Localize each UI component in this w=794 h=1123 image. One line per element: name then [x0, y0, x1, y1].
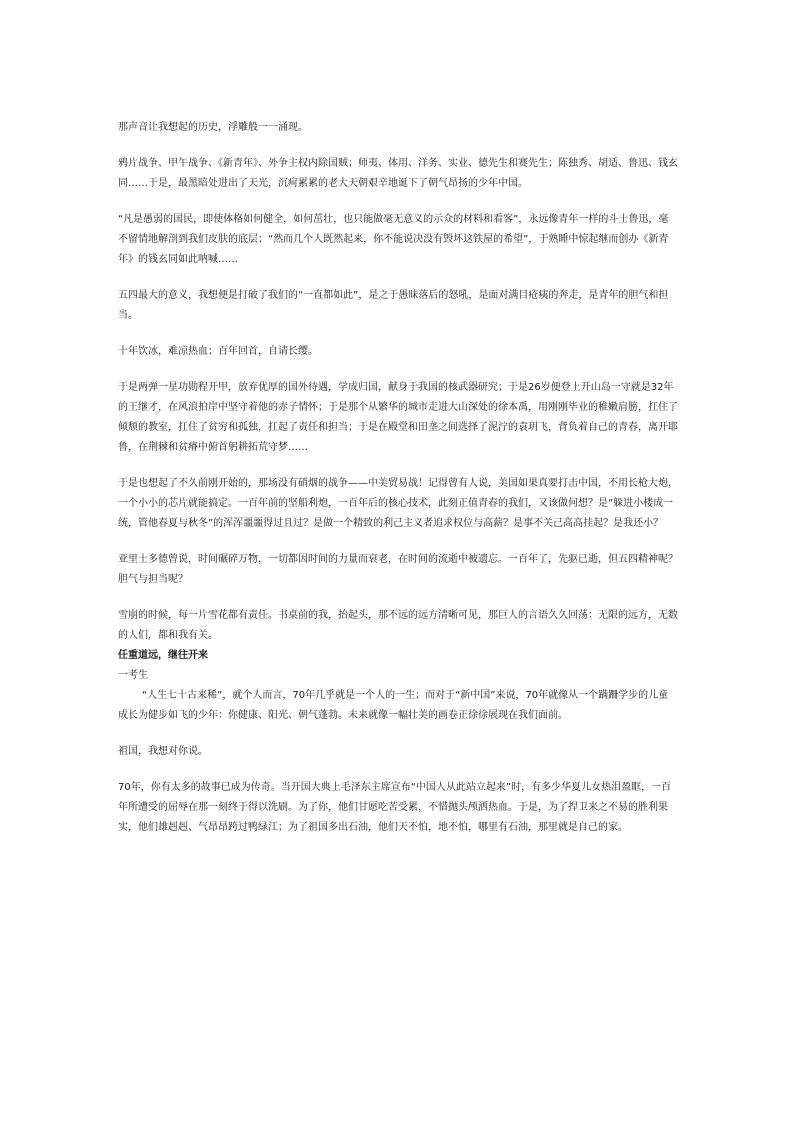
- essay2-title: 任重道远，继往开来: [118, 650, 208, 661]
- paragraph-7: 于是也想起了不久前刚开始的，那场没有硝烟的战争——中美贸易战！记得曾有人说，美国如果真要打击中国，不用长枪大炮，一个小小的芯片就能搞定。一百年前的坚船利炮，一百年后的核心技术，此刻正值青春的我们，又该做何想？是“躲进小楼成一统，管他春夏与秋冬”的浑浑噩噩得过且过？是做一个精致的利己主义者追求权位与高薪？是事不关己高高挂起？是我还小？: [118, 478, 678, 529]
- essay2-paragraph-2: 祖国，我想对你说。: [118, 746, 208, 757]
- paragraph-6: 于是两弹一星功勋程开甲，放弃优厚的国外待遇，学成归国，献身于我国的核武器研究；于是26岁便登上开山岛一守就是32年的王继才，在风浪拍岸中坚守着他的赤子情怀；于是那个从繁华的城市走进大山深处的徐本禹，用刚刚毕业的稚嫩肩膀，扛住了倾颓的教室，扛住了贫穷和孤独，扛起了责任和担当；于是在殿堂和田垄之间选择了泥泞的袁玥飞，背负着自己的青春，离开耶鲁，在荆棘和贫瘠中俯首躬耕拓荒守梦……: [118, 382, 678, 453]
- paragraph-9: 雪崩的时候，每一片雪花都有责任。书桌前的我，抬起头，那不远的远方清晰可见，那巨人的言语久久回荡：无限的远方，无数的人们，都和我有关。: [118, 610, 678, 641]
- paragraph-3: “凡是愚弱的国民，即使体格如何健全，如何茁壮，也只能做毫无意义的示众的材料和看客”，永远像青年一样的斗士鲁迅，毫不留情地解剖到我们皮肤的底层；“然而几个人既然起来，你不能说决没有毁坏这铁屋的希望”，于熟睡中惊起继而创办《新青年》的钱玄同如此呐喊……: [118, 214, 669, 265]
- paragraph-5: 十年饮冰，难凉热血；百年回首，自请长缨。: [118, 346, 318, 357]
- paragraph-1: 那声音让我想起的历史，浮雕般一一涌现。: [118, 122, 308, 133]
- essay2-author: 一考生: [118, 670, 148, 681]
- paragraph-4: 五四最大的意义，我想便是打破了我们的“一直都如此”，是之于愚昧落后的怒吼，是面对满目疮痍的奔走，是青年的胆气和担当。: [118, 290, 669, 321]
- document-page: [118, 118, 678, 854]
- paragraph-8: 亚里士多德曾说，时间碾碎万物，一切都因时间的力量而衰老，在时间的流逝中被遗忘。一百年了，先驱已逝，但五四精神呢？胆气与担当呢？: [118, 554, 678, 585]
- essay2-paragraph-1: “人生七十古来稀”，就个人而言，70年几乎就是一个人的一生；而对于“新中国”来说，70年就像从一个蹒跚学步的儿童成长为健步如飞的少年：你健康、阳光、朝气蓬勃。未来就像一幅壮美的画卷正徐徐展现在我们面前。: [118, 690, 669, 721]
- essay2-paragraph-3: 70年，你有太多的故事已成为传奇。当开国大典上毛泽东主席宣布“中国人从此站立起来”时，有多少华夏儿女热泪盈眶，一百年所遭受的屈辱在那一刻终于得以洗刷。为了你，他们甘愿吃苦受累，不惜抛头颅洒热血。于是，为了捍卫来之不易的胜利果实，他们雄赳赳、气昂昂跨过鸭绿江；为了祖国多出石油，他们天不怕，地不怕，哪里有石油，那里就是自己的家。: [118, 782, 672, 833]
- paragraph-2: 鸦片战争、甲午战争、《新青年》、外争主权内除国贼；师夷、体用、洋务、实业、德先生和赛先生；陈独秀、胡适、鲁迅、钱玄同……于是，最黑暗处进出了天光，沉疴累累的老大天朝艰辛地诞下了朝气昂扬的少年中国。: [118, 158, 678, 189]
